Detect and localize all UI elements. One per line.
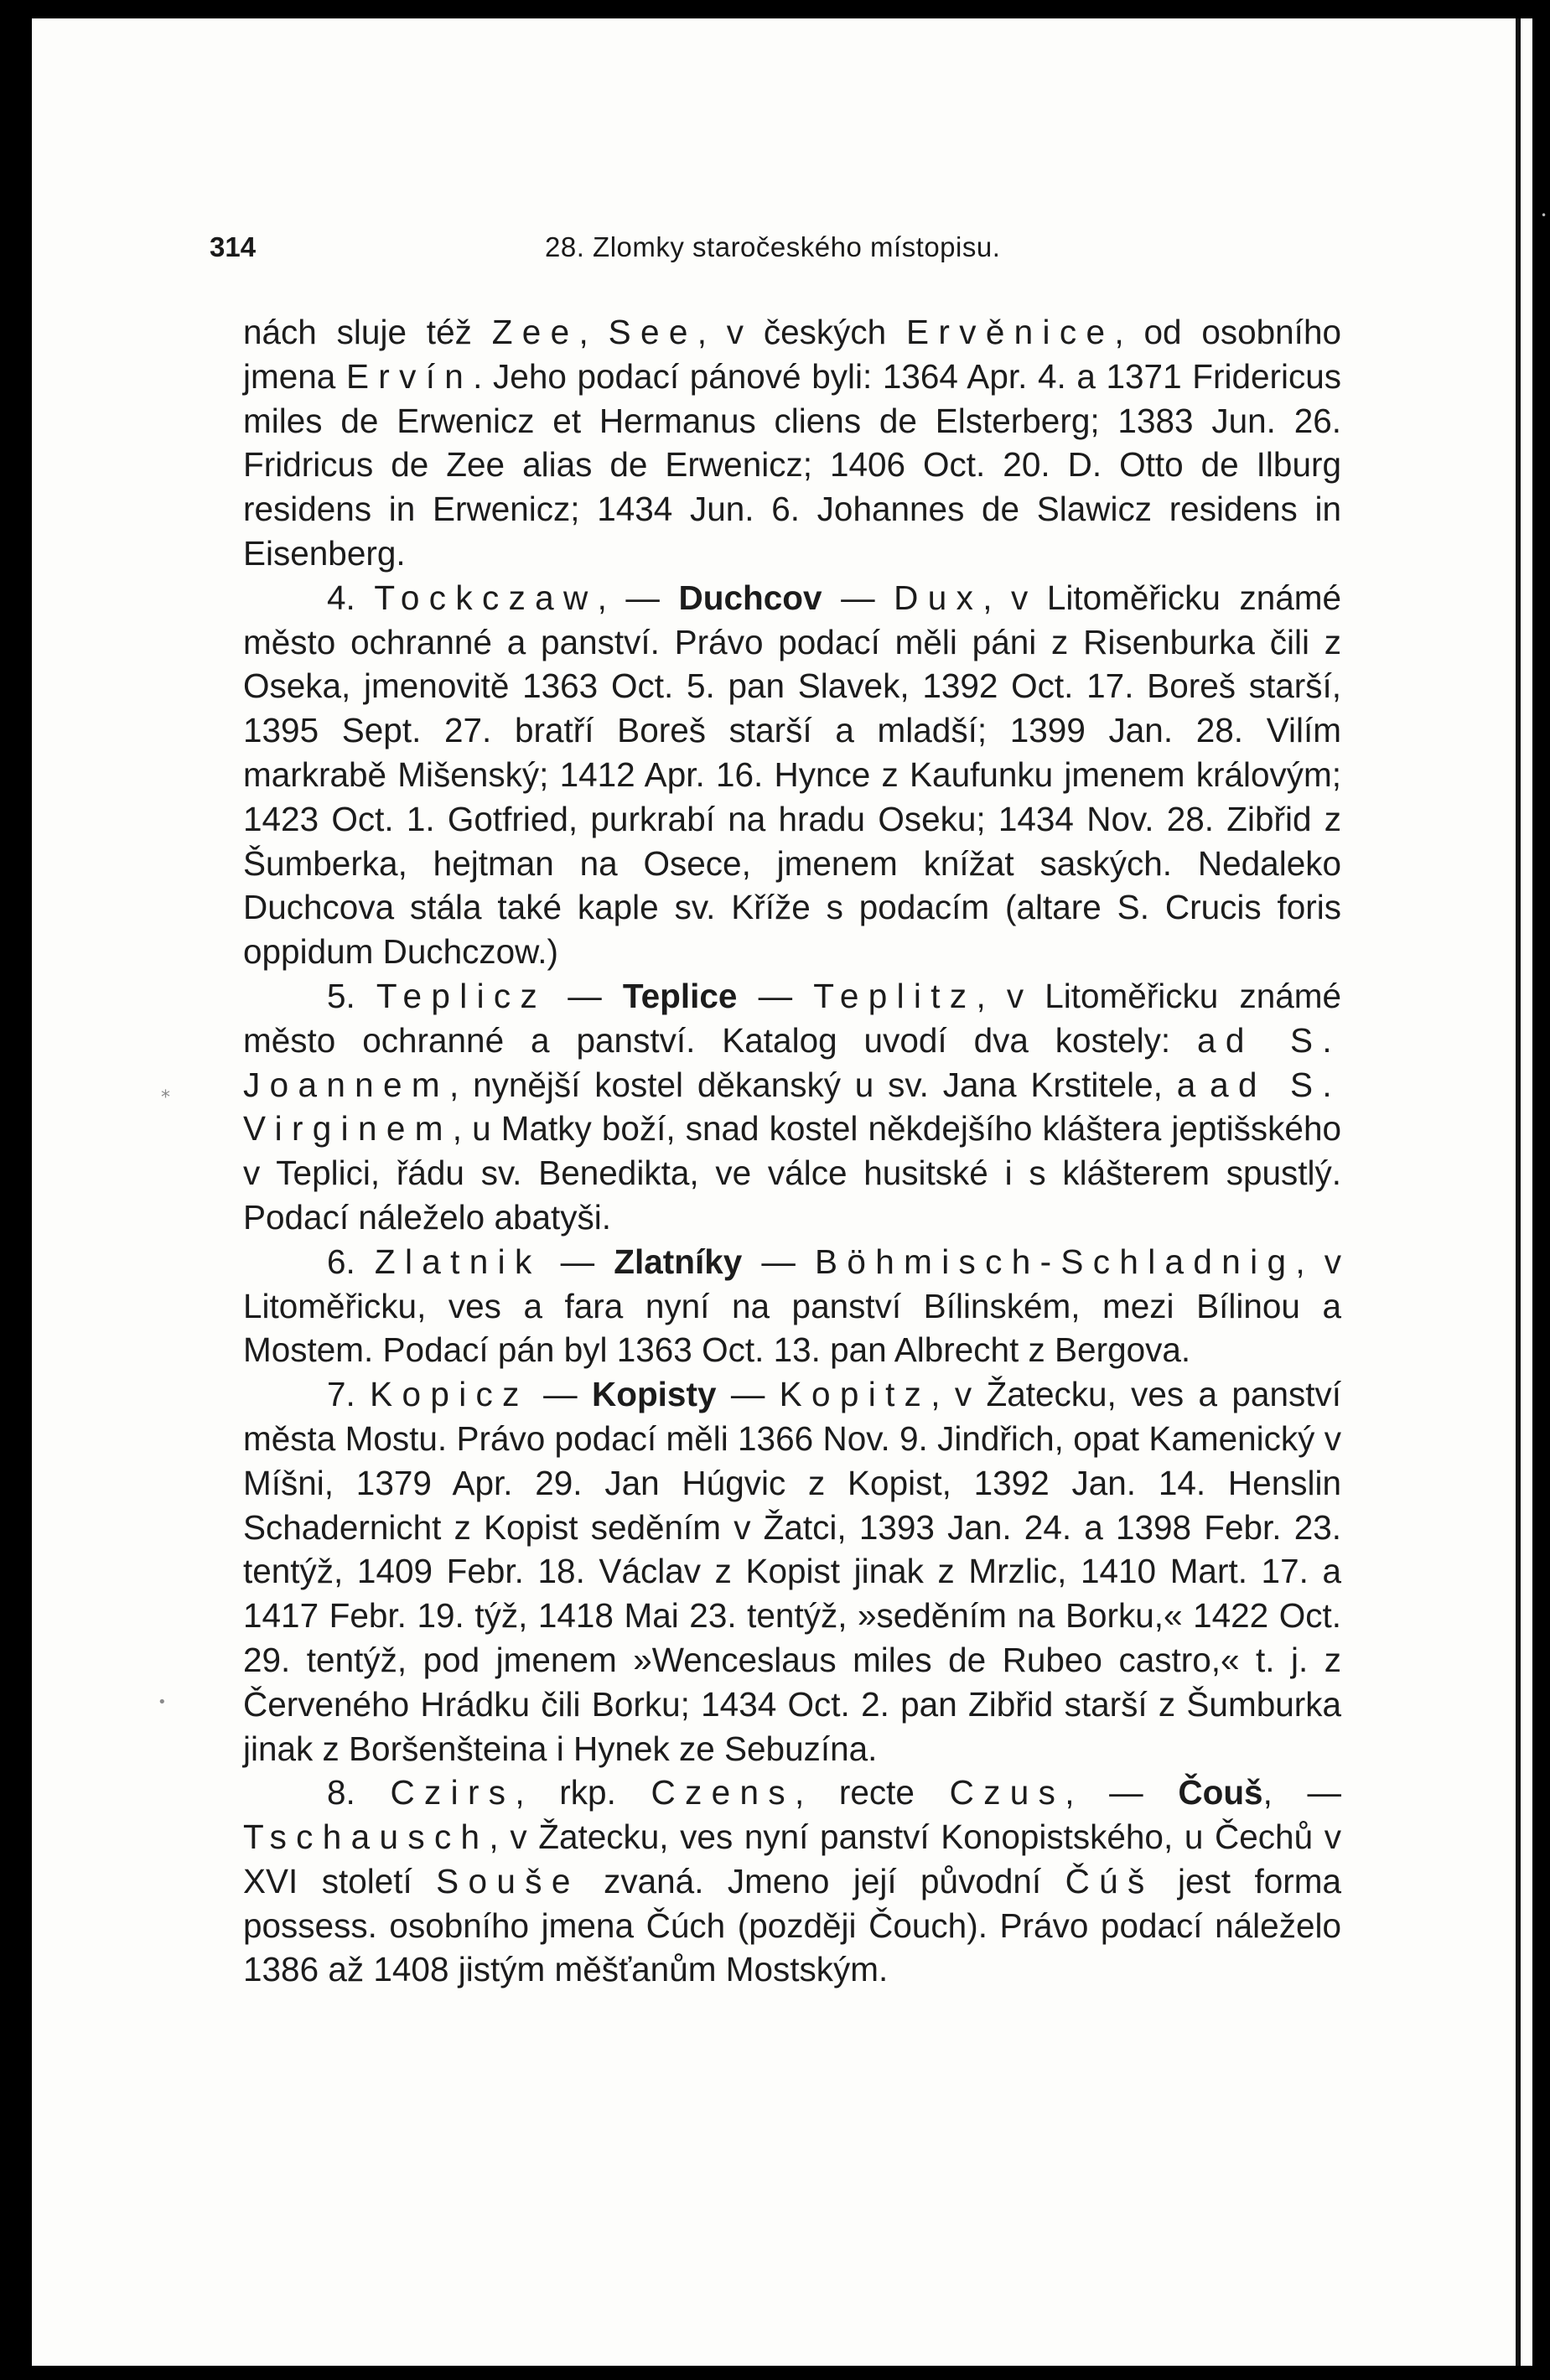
body-text: , — xyxy=(1262,1773,1341,1812)
body-text: , — xyxy=(597,578,679,617)
modern-name: Duchcov xyxy=(678,578,822,617)
body-text: , v Žatecku, ves nyní panství Konopistského, u Čechů v XVI století xyxy=(243,1817,1341,1900)
body-text: — xyxy=(742,1242,816,1281)
spaced-term: Czirs xyxy=(390,1773,516,1812)
spaced-term: Souše xyxy=(436,1861,580,1900)
body-text: — xyxy=(716,1375,780,1414)
body-text: , xyxy=(578,313,609,351)
body-text: , v českých xyxy=(697,313,907,351)
body-text: zvaná. Jmeno její původní xyxy=(579,1861,1065,1900)
spaced-term: Czus xyxy=(949,1773,1065,1812)
entry-7-kopisty xyxy=(243,1372,1341,1771)
entry-4-duchcov xyxy=(243,576,1341,974)
body-text: , rkp. xyxy=(515,1773,651,1812)
body-text: , v Litoměřicku známé město ochranné a panství. Právo podací měli páni z Risenburka čili z Oseka, jmenovitě 1363 Oct. 5. pan Slavek, 1392 Oct. 17. Boreš starší, 1395 Sept. 27. bratří Boreš starší a mladší; 1399 Jan. 28. Vilím markrabě Mišenský; 1412 Apr. 16. Hynce z Kaufunku jmenem královým; 1423 Oct. 1. Gotfried, purkrabí na hradu Oseku; 1434 Nov. 28. Zibřid z Šumberka, hejtman na Osece, jmenem knížat saských. Nedaleko Duchcova stála také kaple sv. Kříže s podacím (altare S. Crucis foris oppidum Duchczow.) xyxy=(243,578,1342,972)
body-text: 6. xyxy=(327,1242,375,1281)
body-text: — xyxy=(528,1375,592,1414)
spaced-term: ad S. Joannem xyxy=(243,1020,1341,1104)
body-text: , od osobního jmena xyxy=(243,313,1341,396)
body-text: 4. xyxy=(327,578,375,617)
entry-5-teplice xyxy=(243,974,1341,1240)
modern-name: Teplice xyxy=(622,976,738,1015)
body-text: nách sluje též xyxy=(243,313,492,351)
spaced-term: Zee xyxy=(491,313,579,351)
body-text: , recte xyxy=(794,1773,950,1812)
body-text: 8. xyxy=(327,1773,391,1812)
spaced-term: Čúš xyxy=(1065,1861,1154,1900)
spaced-term: Tschausch xyxy=(243,1817,490,1857)
margin-speck: • xyxy=(1541,210,1547,221)
body-text: , v Litoměřicku, ves a fara nyní na panství Bílinském, mezi Bílinou a Mostem. Podací pán byl 1363 Oct. 13. pan Albrecht z Bergova. xyxy=(243,1242,1341,1370)
spaced-term: ad S. Virginem xyxy=(243,1065,1341,1149)
body-text: , v Žatecku, ves a panství města Mostu. Právo podací měli 1366 Nov. 9. Jindřich, opat Kamenický v Míšni, 1379 Apr. 29. Jan Húgvic z Kopist, 1392 Jan. 14. Henslin Schadernicht z Kopist seděním v Žatci, 1393 Jan. 24. a 1398 Febr. 23. tentýž, 1409 Febr. 18. Václav z Kopist jinak z Mrzlic, 1410 Mart. 17. a 1417 Febr. 19. týž, 1418 Mai 23. tentýž, »seděním na Borku,« 1422 Oct. 29. tentýž, pod jmenem »Wenceslaus miles de Rubeo castro,« t. j. z Červeného Hrádku čili Borku; 1434 Oct. 2. pan Zibřid starší z Šumburka jinak z Boršenšteina i Hynek ze Sebuzína. xyxy=(243,1375,1341,1768)
body-text: , u Matky boží, snad kostel někdejšího kláštera jeptišského v Teplici, řádu sv. Benedikta, ve válce husitské i s klášterem spustlý. Podací náleželo abatyši. xyxy=(243,1109,1341,1237)
entry-6-zlatniky xyxy=(243,1240,1341,1372)
spaced-term: Czens xyxy=(651,1773,795,1812)
entry-8-cous xyxy=(243,1771,1341,1992)
body-text: — xyxy=(547,976,623,1015)
spaced-term: Zlatnik xyxy=(374,1242,542,1281)
body-text: — xyxy=(737,976,814,1015)
running-head: 28. Zlomky staročeského místopisu. xyxy=(545,231,1001,262)
body-text: . Jeho podací pánové byli: 1364 Apr. 4. a 1371 Fridericus miles de Erwenicz et Hermanus cliens de Elsterberg; 1383 Jun. 26. Fridricus de Zee alias de Erwenicz; 1406 Oct. 20. D. Otto de Ilburg residens in Erwenicz; 1434 Jun. 6. Johannes de Slawicz residens in Eisenberg. xyxy=(243,356,1342,573)
spaced-term: Böhmisch-Schladnig xyxy=(815,1242,1296,1281)
spaced-term: Teplicz xyxy=(376,976,547,1015)
margin-speck: • xyxy=(158,1693,167,1711)
spaced-term: Kopitz xyxy=(779,1375,931,1414)
spaced-term: Ervín xyxy=(345,356,474,396)
spaced-term: Teplitz xyxy=(813,976,977,1015)
body-text: — xyxy=(541,1242,614,1281)
body-text: 5. xyxy=(327,976,376,1015)
modern-name: Zlatníky xyxy=(614,1242,743,1281)
body-text: 7. xyxy=(327,1375,371,1414)
modern-name: Čouš xyxy=(1178,1773,1263,1812)
page-body xyxy=(243,310,1341,1992)
paragraph-continuation xyxy=(243,310,1341,576)
page-number: 314 xyxy=(210,231,257,262)
spaced-term: Ervěnice xyxy=(906,313,1115,351)
page-header xyxy=(210,231,1358,282)
body-text: , v Litoměřicku známé město ochranné a panství. Katalog uvodí dva kostely: xyxy=(243,976,1342,1060)
spaced-term: See xyxy=(608,313,697,351)
body-text: — xyxy=(822,578,894,617)
spaced-term: Kopicz xyxy=(370,1375,529,1414)
spaced-term: Tockczaw xyxy=(374,578,598,617)
body-text: , — xyxy=(1065,1773,1179,1812)
modern-name: Kopisty xyxy=(591,1375,717,1414)
margin-speck: ⁎ xyxy=(161,1081,170,1102)
body-text: jest forma possess. osobního jmena Čúch (později Čouch). Právo podací náleželo 1386 až 1408 jistým měšťanům Mostským. xyxy=(243,1861,1342,1989)
page-edge xyxy=(1516,18,1532,2366)
spaced-term: Dux xyxy=(894,578,983,617)
body-text: , nynější kostel děkanský u sv. Jana Krstitele, a xyxy=(449,1065,1210,1104)
